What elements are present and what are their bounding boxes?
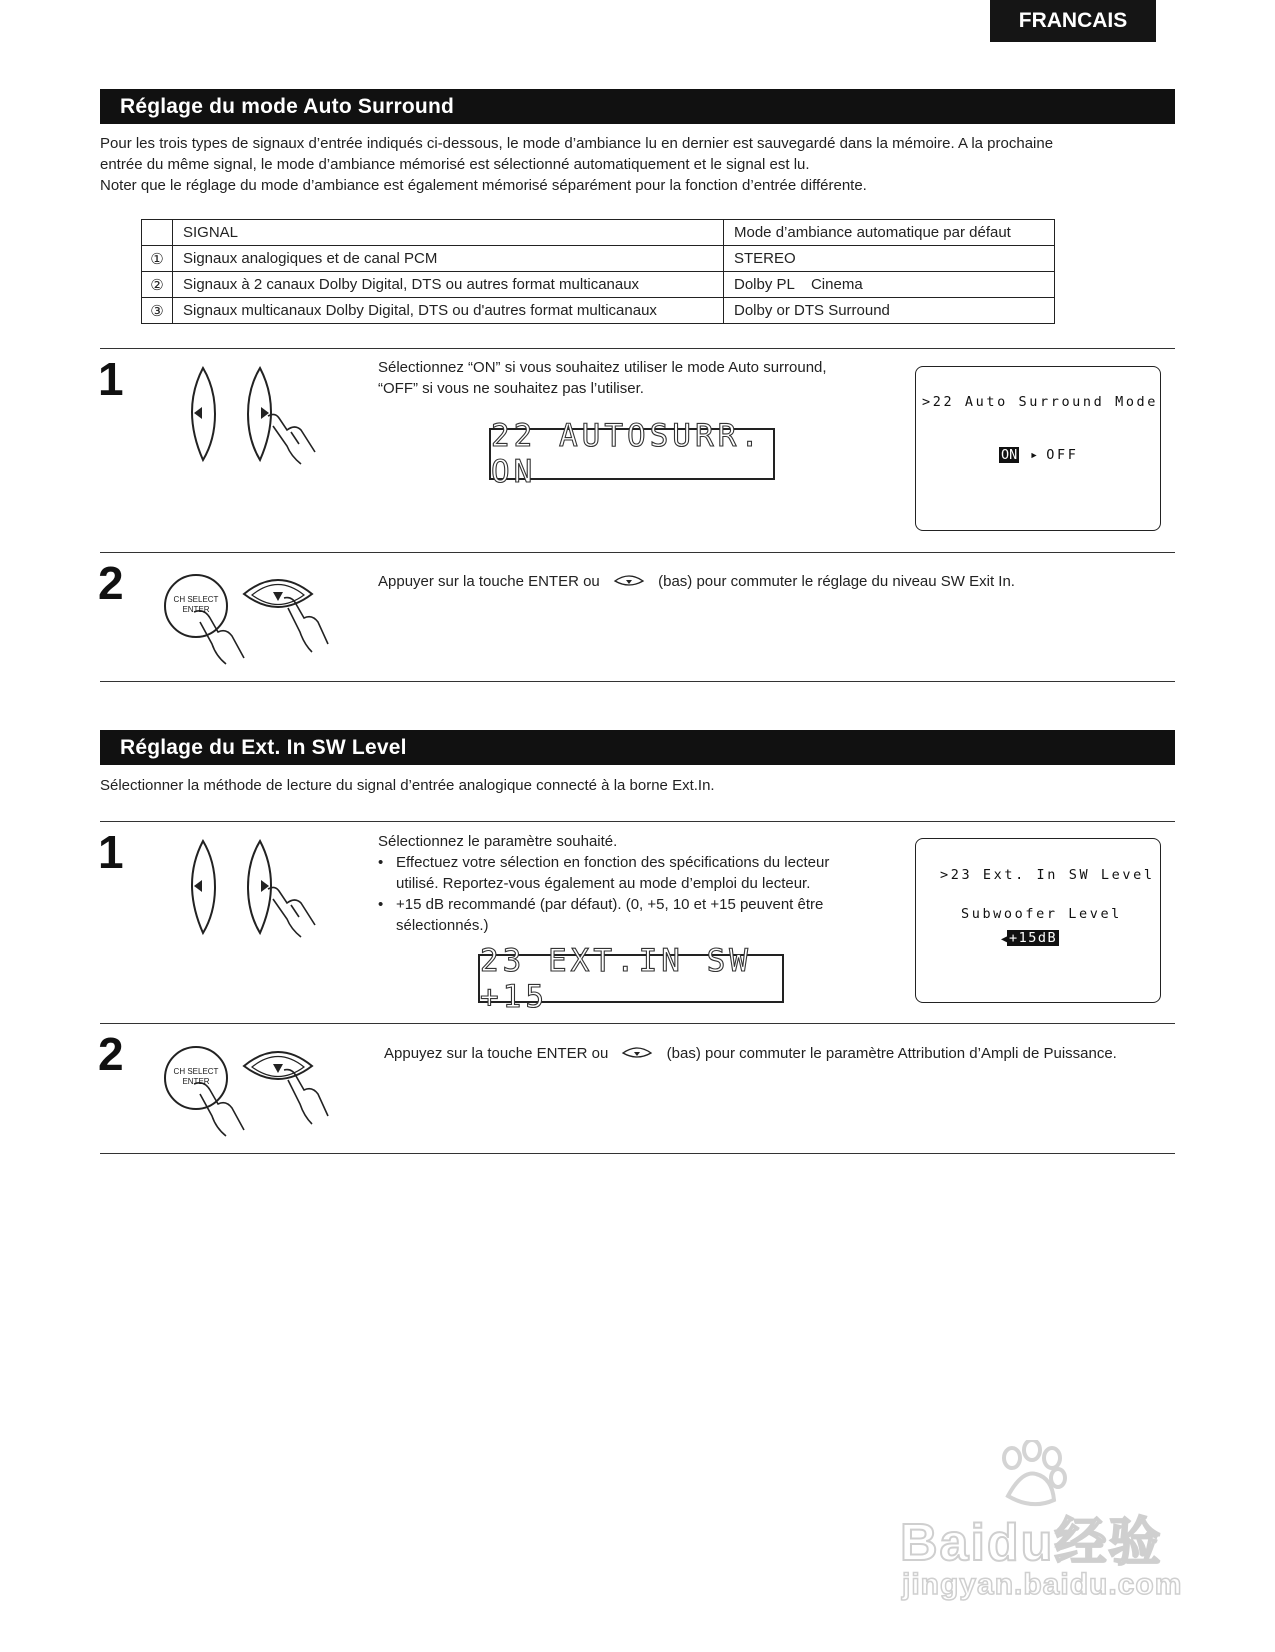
bullet-line: • Effectuez votre sélection en fonction des spécifications du lecteur — [396, 854, 830, 871]
watermark-logo-text: Baidu经验 — [900, 1514, 1163, 1572]
table-cell-index: ① — [142, 246, 173, 272]
section-title-auto-surround: Réglage du mode Auto Surround — [100, 89, 1175, 124]
front-panel-display: 23 EXT.IN SW +15 — [478, 954, 784, 1003]
section-title-ext-in-sw-level: Réglage du Ext. In SW Level — [100, 730, 1175, 765]
on-screen-display — [915, 838, 1161, 1003]
divider — [100, 681, 1175, 682]
instruction-bullets — [378, 852, 898, 936]
list-item — [378, 852, 898, 894]
step-instruction — [384, 1043, 1117, 1064]
button-label-line: ENTER — [182, 1077, 210, 1086]
intro-line: entrée du même signal, le mode d’ambiance mémorisé est sélectionné automatiquement et le signal est lu. — [100, 156, 810, 173]
table-row — [142, 272, 1055, 298]
enter-button-label — [168, 1067, 224, 1087]
osd-subtitle: Subwoofer Level — [961, 906, 1122, 922]
osd-value: +15dB — [1009, 930, 1058, 946]
divider — [100, 552, 1175, 553]
list-item — [378, 894, 898, 936]
signal-table — [141, 219, 1055, 324]
section1-intro — [100, 133, 1180, 196]
cursor-arrow-icon: ▸ — [1030, 447, 1047, 463]
button-label-line: ENTER — [182, 605, 210, 614]
bullet-line: utilisé. Reportez-vous également au mode d’emploi du lecteur. — [396, 875, 811, 892]
down-cursor-icon — [620, 1046, 654, 1060]
intro-line: Pour les trois types de signaux d’entrée indiqués ci-dessous, le mode d’ambiance lu en dernier est sauvegardé dans la mémoire. A la prochaine — [100, 135, 1054, 152]
step-number: 2 — [98, 557, 124, 609]
table-cell-signal: Signaux à 2 canaux Dolby Digital, DTS ou autres format multicanaux — [173, 272, 724, 298]
instruction-text: Appuyer sur la touche ENTER ou — [378, 573, 600, 590]
step-instruction — [378, 571, 1015, 592]
divider — [100, 821, 1175, 822]
table-cell-index: ② — [142, 272, 173, 298]
step-number: 1 — [98, 826, 124, 878]
enter-down-buttons-icon — [160, 568, 350, 668]
front-panel-display: 22 AUTOSURR. ON — [489, 428, 775, 480]
intro-line: Noter que le réglage du mode d’ambiance est également mémorisé séparément pour la fonction d’entrée différente. — [100, 177, 867, 194]
step-number: 2 — [98, 1028, 124, 1080]
section2-intro: Sélectionner la méthode de lecture du signal d’entrée analogique connecté à la borne Ext.In. — [100, 777, 715, 794]
osd-option-row — [999, 447, 1078, 463]
instruction-line: Sélectionnez “ON” si vous souhaitez utiliser le mode Auto surround, — [378, 359, 827, 376]
table-cell-mode: Dolby or DTS Surround — [724, 298, 1055, 324]
bullet-line: sélectionnés.) — [396, 917, 489, 934]
down-cursor-icon — [612, 574, 646, 588]
instruction-text: (bas) pour commuter le paramètre Attribution d’Ampli de Puissance. — [666, 1045, 1117, 1062]
enter-down-illustration — [160, 1040, 350, 1140]
button-label-line: CH SELECT — [173, 1067, 219, 1076]
table-cell-signal: Signaux analogiques et de canal PCM — [173, 246, 724, 272]
table-header-cell: Mode d’ambiance automatique par défaut — [724, 220, 1055, 246]
hand-icon — [268, 887, 315, 937]
table-cell-mode: STEREO — [724, 246, 1055, 272]
table-cell-mode: Dolby PL Cinema — [724, 272, 1055, 298]
osd-title: >22 Auto Surround Mode — [922, 394, 1159, 410]
instruction-text: Appuyez sur la touche ENTER ou — [384, 1045, 609, 1062]
watermark-url: jingyan.baidu.com — [902, 1568, 1183, 1601]
button-label-line: CH SELECT — [173, 595, 219, 604]
left-right-buttons-illustration — [175, 360, 335, 470]
left-right-buttons-illustration — [175, 833, 335, 943]
osd-title: >23 Ext. In SW Level — [940, 867, 1155, 883]
table-header-cell: SIGNAL — [173, 220, 724, 246]
instruction-line: Sélectionnez le paramètre souhaité. — [378, 833, 618, 850]
table-header-row — [142, 220, 1055, 246]
table-header-cell — [142, 220, 173, 246]
hand-icon — [268, 414, 315, 464]
step-number: 1 — [98, 353, 124, 405]
divider — [100, 348, 1175, 349]
baidu-watermark — [900, 1440, 1200, 1640]
cursor-left-icon: ◀ — [1001, 934, 1008, 945]
on-screen-display — [915, 366, 1161, 531]
osd-value-row — [1001, 930, 1059, 946]
osd-option-on: ON — [1001, 447, 1018, 463]
language-tab: FRANCAIS — [990, 0, 1156, 42]
enter-down-buttons-icon — [160, 1040, 350, 1140]
enter-down-illustration — [160, 568, 350, 668]
osd-option-off: OFF — [1046, 447, 1079, 463]
instruction-text: (bas) pour commuter le réglage du niveau SW Exit In. — [658, 573, 1015, 590]
table-row — [142, 246, 1055, 272]
table-row — [142, 298, 1055, 324]
bullet-line: • +15 dB recommandé (par défaut). (0, +5, 10 et +15 peuvent être — [396, 896, 824, 913]
step-instruction — [378, 831, 898, 936]
step-instruction — [378, 357, 898, 399]
divider — [100, 1023, 1175, 1024]
divider — [100, 1153, 1175, 1154]
instruction-line: “OFF” si vous ne souhaitez pas l’utiliser. — [378, 380, 644, 397]
table-cell-signal: Signaux multicanaux Dolby Digital, DTS ou d'autres format multicanaux — [173, 298, 724, 324]
enter-button-label — [168, 595, 224, 615]
table-cell-index: ③ — [142, 298, 173, 324]
